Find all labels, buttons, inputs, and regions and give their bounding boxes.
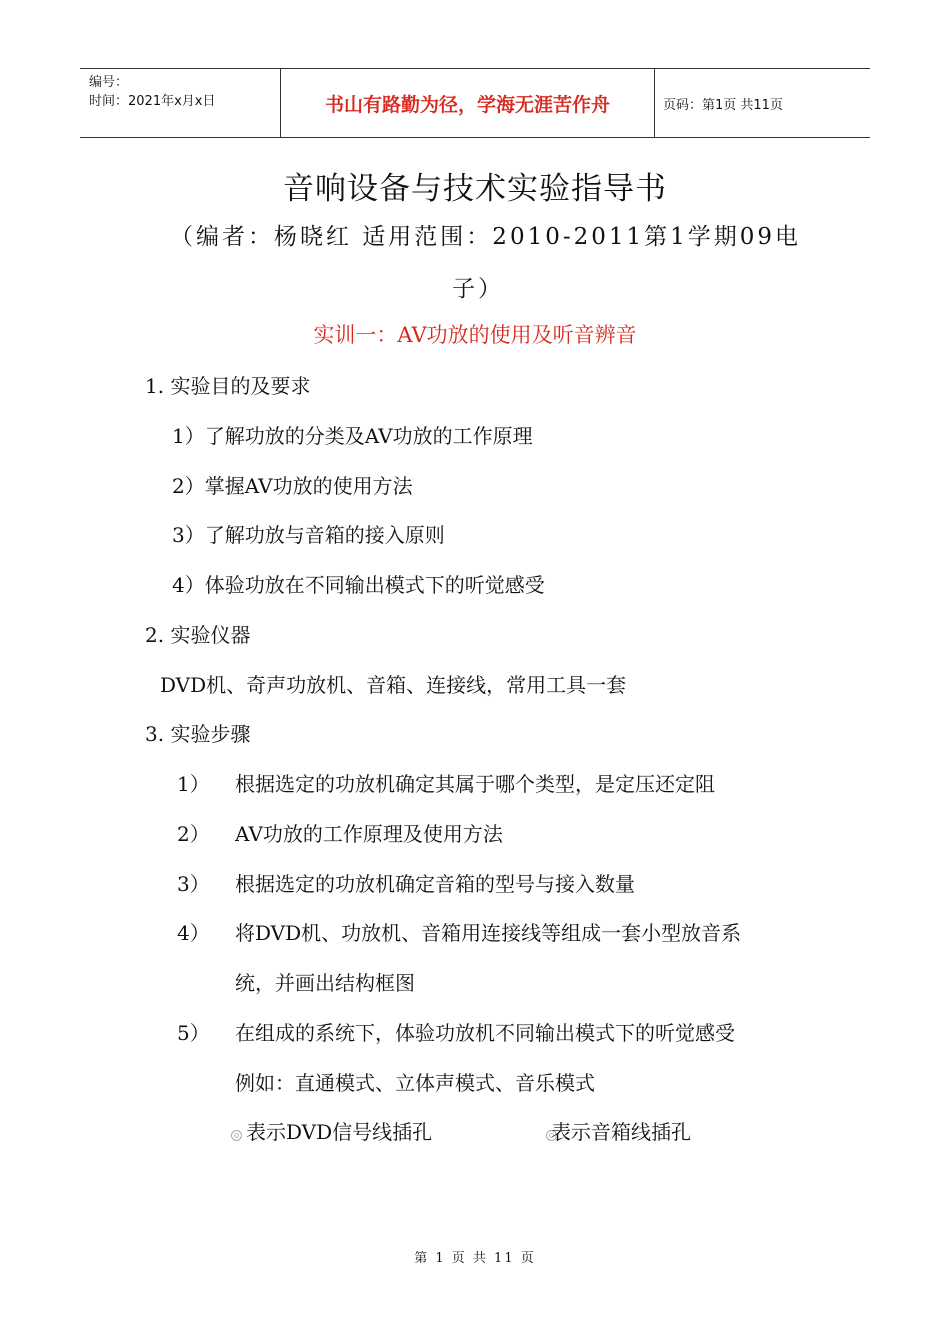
section-3-heading: 3. 实验步骤 xyxy=(145,722,251,746)
step-text-continued: 统，并画出结构框图 xyxy=(235,971,415,995)
document-title: 音响设备与技术实验指导书 xyxy=(283,171,667,207)
section-1-item: 4）体验功放在不同输出模式下的听觉感受 xyxy=(172,573,545,597)
legend-dvd-jack: 表示DVD信号线插孔 xyxy=(246,1120,433,1144)
section-1-item: 2）掌握AV功放的使用方法 xyxy=(172,474,413,498)
step-number: 4） xyxy=(177,921,210,945)
time-label: 时间：2021年x月x日 xyxy=(89,94,216,109)
step-text: AV功放的工作原理及使用方法 xyxy=(235,822,503,846)
header-page-info: 页码：第1页 共11页 xyxy=(663,97,783,113)
step-text: 将DVD机、功放机、音箱用连接线等组成一套小型放音系 xyxy=(235,921,742,945)
header-motto: 书山有路勤为径，学海无涯苦作舟 xyxy=(281,69,655,137)
section-1-item: 1）了解功放的分类及AV功放的工作原理 xyxy=(172,424,533,448)
document-subtitle-line2: 子） xyxy=(452,276,504,302)
number-label: 编号： xyxy=(89,75,129,90)
step-text-continued: 例如：直通模式、立体声模式、音乐模式 xyxy=(235,1071,595,1095)
page-header xyxy=(80,68,870,138)
header-meta xyxy=(80,69,281,137)
step-number: 2） xyxy=(177,822,210,846)
section-1-heading: 1. 实验目的及要求 xyxy=(145,374,311,398)
document-subtitle-line1: （编者：杨晓红 适用范围：2010-2011第1学期09电 xyxy=(170,224,802,250)
step-number: 5） xyxy=(177,1021,210,1045)
section-1-item: 3）了解功放与音箱的接入原则 xyxy=(172,523,445,547)
dvd-jack-icon xyxy=(231,1130,242,1141)
step-text: 根据选定的功放机确定音箱的型号与接入数量 xyxy=(235,872,635,896)
section-2-heading: 2. 实验仪器 xyxy=(145,623,251,647)
step-text: 在组成的系统下，体验功放机不同输出模式下的听觉感受 xyxy=(235,1021,735,1045)
legend-speaker-jack: 表示音箱线插孔 xyxy=(551,1120,691,1144)
section-2-body: DVD机、奇声功放机、音箱、连接线，常用工具一套 xyxy=(160,673,627,697)
step-number: 1） xyxy=(177,772,210,796)
step-text: 根据选定的功放机确定其属于哪个类型，是定压还定阻 xyxy=(235,772,715,796)
page-footer: 第 1 页 共 11 页 xyxy=(414,1251,536,1266)
step-number: 3） xyxy=(177,872,210,896)
section-title: 实训一：AV功放的使用及听音辨音 xyxy=(313,323,637,347)
